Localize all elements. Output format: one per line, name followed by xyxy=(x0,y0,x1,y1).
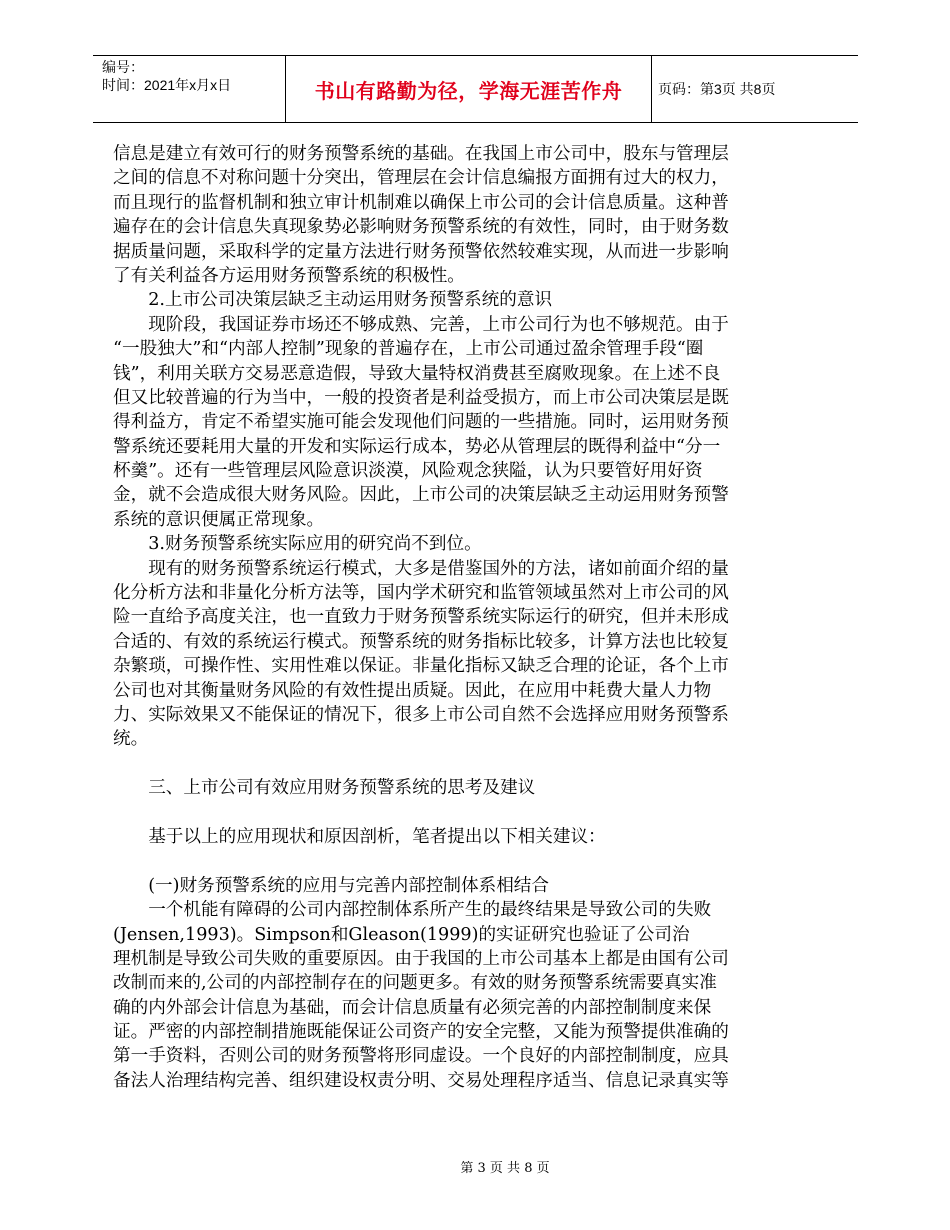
text-line: 一个机能有障碍的公司内部控制体系所产生的最终结果是导致公司的失败 xyxy=(113,900,712,921)
text-line: 三、上市公司有效应用财务预警系统的思考及建议 xyxy=(113,778,536,799)
document-body xyxy=(113,142,768,1093)
text-line: 钱”，利用关联方交易恶意造假，导致大量特权消费甚至腐败现象。在上述不良 xyxy=(113,363,721,384)
text-line: “一股独大”和“内部人控制”现象的普遍存在，上市公司通过盈余管理手段“圈 xyxy=(113,339,704,360)
text-line xyxy=(113,849,768,873)
text-line: 基于以上的应用现状和原因剖析，笔者提出以下相关建议： xyxy=(113,826,606,847)
text-line: 险一直给予高度关注，也一直致力于财务预警系统实际运行的研究，但并未形成 xyxy=(113,607,729,628)
text-line: 杯羹”。还有一些管理层风险意识淡漠，风险观念狭隘，认为只要管好用好资 xyxy=(113,461,703,482)
text-line: 证。严密的内部控制措施既能保证公司资产的安全完整，又能为预警提供准确的 xyxy=(113,1022,729,1043)
text-line: 第一手资料，否则公司的财务预警将形同虚设。一个良好的内部控制制度，应具 xyxy=(113,1046,729,1067)
text-line: 杂繁琐，可操作性、实用性难以保证。非量化指标又缺乏合理的论证，各个上市 xyxy=(113,656,729,677)
header-meta xyxy=(93,56,286,122)
text-line: 系统的意识便属正常现象。 xyxy=(113,509,325,530)
text-line: 确的内外部会计信息为基础，而会计信息质量有必须完善的内部控制制度来保 xyxy=(113,997,712,1018)
text-line: 得利益方，肯定不希望实施可能会发现他们问题的一些措施。同时，运用财务预 xyxy=(113,412,729,433)
text-line: (一)财务预警系统的应用与完善内部控制体系相结合 xyxy=(113,875,549,896)
page-footer: 第 3 页 共 8 页 xyxy=(460,1161,550,1176)
text-line: 但又比较普遍的行为当中，一般的投资者是利益受损方，而上市公司决策层是既 xyxy=(113,387,729,408)
text-line: 备法人治理结构完善、组织建设权责分明、交易处理程序适当、信息记录真实等 xyxy=(113,1070,729,1091)
text-line: 据质量问题，采取科学的定量方法进行财务预警依然较难实现，从而进一步影响 xyxy=(113,241,729,262)
header-page-number: 页码：第3页 共8页 xyxy=(658,81,776,97)
document-time-label: 时间：2021年x月x日 xyxy=(102,77,232,93)
text-line: (Jensen,1993)。Simpson和Gleason(1999)的实证研究也验证了公司治 xyxy=(113,924,690,945)
text-line: 公司也对其衡量财务风险的有效性提出质疑。因此，在应用中耗费大量人力物 xyxy=(113,680,712,701)
text-line: 信息是建立有效可行的财务预警系统的基础。在我国上市公司中，股东与管理层 xyxy=(113,144,729,164)
text-line: 而且现行的监督机制和独立审计机制难以确保上市公司的会计信息质量。这种普 xyxy=(113,192,729,213)
text-line: 金，就不会造成很大财务风险。因此，上市公司的决策层缺乏主动运用财务预警 xyxy=(113,485,729,506)
text-line: 合适的、有效的系统运行模式。预警系统的财务指标比较多，计算方法也比较复 xyxy=(113,631,729,652)
text-line: 遍存在的会计信息失真现象势必影响财务预警系统的有效性，同时，由于财务数 xyxy=(113,217,729,238)
text-line xyxy=(113,801,768,825)
header-motto-cell xyxy=(286,56,652,122)
text-line: 改制而来的,公司的内部控制存在的问题更多。有效的财务预警系统需要真实准 xyxy=(113,973,717,994)
text-line: 了有关利益各方运用财务预警系统的积极性。 xyxy=(113,265,465,286)
text-line: 统。 xyxy=(113,729,149,750)
text-line: 现有的财务预警系统运行模式，大多是借鉴国外的方法，诸如前面介绍的量 xyxy=(113,558,729,579)
text-line xyxy=(113,752,768,776)
text-line: 现阶段，我国证券市场还不够成熟、完善，上市公司行为也不够规范。由于 xyxy=(113,314,729,335)
header-motto: 书山有路勤为径，学海无涯苦作舟 xyxy=(314,78,623,103)
text-line: 理机制是导致公司失败的重要原因。由于我国的上市公司基本上都是由国有公司 xyxy=(113,948,729,969)
text-line: 3.财务预警系统实际应用的研究尚不到位。 xyxy=(113,534,482,555)
page-header xyxy=(93,55,858,123)
text-line: 警系统还要耗用大量的开发和实际运行成本，势必从管理层的既得利益中“分一 xyxy=(113,436,721,457)
header-page-cell xyxy=(652,56,858,122)
text-line: 化分析方法和非量化分析方法等，国内学术研究和监管领域虽然对上市公司的风 xyxy=(113,583,729,604)
text-line: 力、实际效果又不能保证的情况下，很多上市公司自然不会选择应用财务预警系 xyxy=(113,704,729,725)
text-line: 之间的信息不对称问题十分突出，管理层在会计信息编报方面拥有过大的权力， xyxy=(113,168,729,189)
text-line: 2.上市公司决策层缺乏主动运用财务预警系统的意识 xyxy=(113,290,553,311)
document-number-label: 编号： xyxy=(102,59,144,75)
